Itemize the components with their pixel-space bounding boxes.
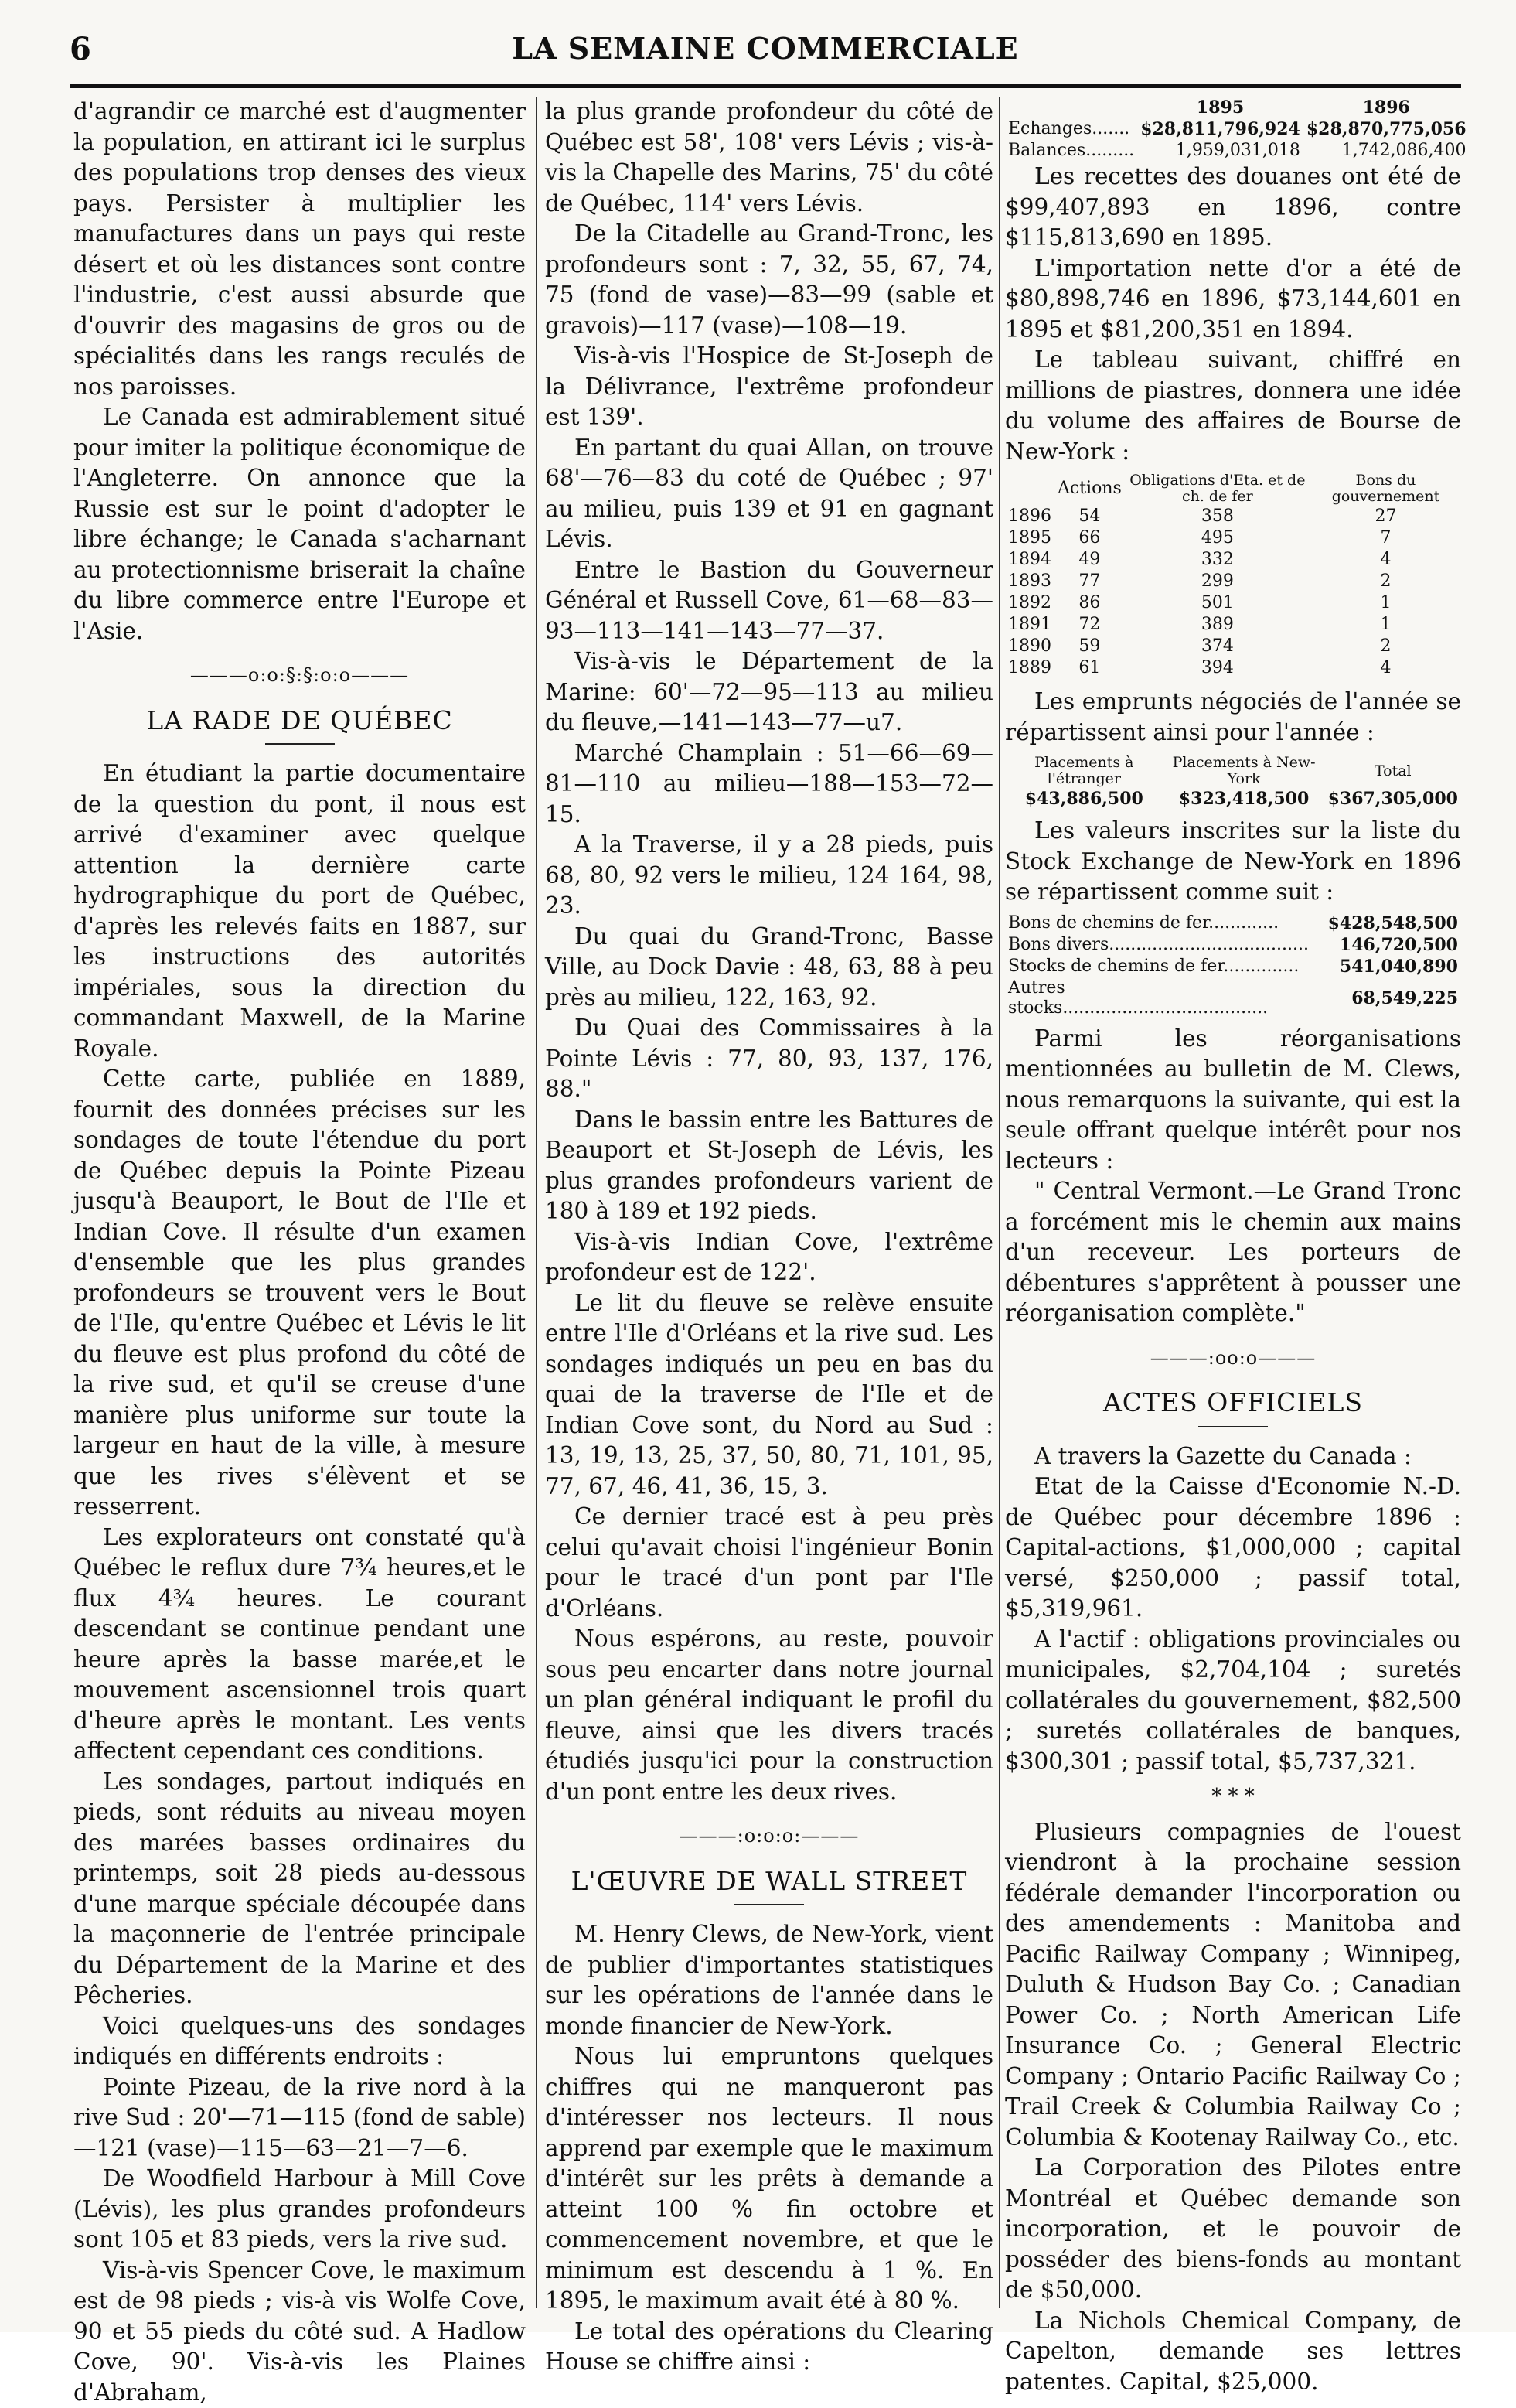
paragraph: Nous lui empruntons quelques chiffres qui ne manqueront pas d'intéresser nos lecteurs. Il nous apprend par exemple que le maximum d'intérêt sur les prêts à demande a atteint 100 % fin octobre et commencement novembre, et que le minimum est descendu à 1 %. En 1895, le maximum avait été à 80 %. [545,2041,993,2317]
table-cell: 61 [1054,657,1125,679]
column-divider [536,97,537,2308]
table-cell: Balances......... [1005,140,1137,162]
column-divider [999,97,1000,2308]
table-row [1005,956,1461,977]
clearing-house-table [1005,97,1470,162]
table-row [1005,592,1461,614]
paragraph: Voici quelques-uns des sondages indiqués en différents endroits : [73,2011,526,2072]
table-cell: 72 [1054,614,1125,636]
table-cell: 1894 [1005,549,1054,571]
table-cell: 1892 [1005,592,1054,614]
paragraph: Plusieurs compagnies de l'ouest viendront à la prochaine session fédérale demander l'incorporation ou des amendements : Manitoba and Pacific Railway Company ; Winnipeg, Duluth & Hudson Bay Co. ; Canadian Power Co. ; North American Life Insurance Co. ; General Electric Company ; Ontario Pacific Railway Co ; Trail Creek & Columbia Railway Co ; Columbia & Kootenay Railway Co., etc. [1005,1817,1461,2154]
column-3 [1005,97,1461,2397]
table-cell: 77 [1054,571,1125,592]
table-cell: 1 [1310,592,1461,614]
table-header: Actions [1054,472,1125,506]
header-rule [70,84,1461,88]
table-header: 1896 [1303,97,1470,118]
table-cell: $367,305,000 [1325,788,1461,810]
column-2 [545,97,993,2378]
paragraph: L'importation nette d'or a été de $80,898,746 en 1896, $73,144,601 en 1895 et $81,200,351 en 1894. [1005,254,1461,346]
table-cell: 1896 [1005,506,1054,527]
table-cell: 374 [1125,636,1310,657]
table-header: Total [1325,754,1461,788]
paragraph: Nous espérons, au reste, pouvoir sous peu encarter dans notre journal un plan général indiquant le profil du fleuve, ainsi que les divers tracés étudiés jusqu'ici pour la construction d'un pont entre les deux rives. [545,1624,993,1807]
table-cell: 501 [1125,592,1310,614]
table-cell: 27 [1310,506,1461,527]
table-row [1005,506,1461,527]
table-cell: 68,549,225 [1325,977,1461,1019]
column-1 [73,97,526,2408]
page-number: 6 [70,31,91,67]
heading-rule [1198,1426,1268,1427]
paragraph: Etat de la Caisse d'Economie N.-D. de Québec pour décembre 1896 : Capital-actions, $1,000,000 ; capital versé, $250,000 ; passif total, $5,319,961. [1005,1472,1461,1625]
table-cell: 146,720,500 [1325,934,1461,956]
table-cell: 4 [1310,657,1461,679]
paragraph: Les emprunts négociés de l'année se répartissent ainsi pour l'année : [1005,687,1461,748]
table-header: Placements à l'étranger [1005,754,1163,788]
paragraph: Les valeurs inscrites sur la liste du Stock Exchange de New-York en 1896 se répartissent comme suit : [1005,816,1461,908]
table-cell: $428,548,500 [1325,912,1461,934]
table-cell: $323,418,500 [1163,788,1325,810]
paragraph: Cette carte, publiée en 1889, fournit des données précises sur les sondages de toute l'étendue du port de Québec depuis la Pointe Pizeau jusqu'à Beauport, le Bout de l'Ile et Indian Cove. Il résulte d'un examen d'ensemble que les plus grandes profondeurs se trouvent vers le Bout de l'Ile, qu'entre Québec et Lévis le lit du fleuve est plus profond du côté de la rive sud, et qu'il se creuse d'une manière plus uniforme sur toute la largeur en haut de la ville, à mesure que les rives s'élèvent et se resserrent. [73,1064,526,1523]
section-separator: ———:o:o:o:——— [545,1821,993,1852]
table-cell: Bons de chemins de fer............. [1005,912,1325,934]
table-cell: 59 [1054,636,1125,657]
table-cell: 358 [1125,506,1310,527]
table-cell: 2 [1310,636,1461,657]
table-row [1005,657,1461,679]
table-cell: 1,742,086,400 [1303,140,1470,162]
table-cell: 7 [1310,527,1461,549]
paragraph: Vis-à-vis le Département de la Marine: 60'—72—95—113 au milieu du fleuve,—141—143—77—u7. [545,646,993,738]
paragraph: De Woodfield Harbour à Mill Cove (Lévis), les plus grandes profondeurs sont 105 et 83 pieds, vers la rive sud. [73,2164,526,2256]
table-cell: 495 [1125,527,1310,549]
paragraph: M. Henry Clews, de New-York, vient de publier d'importantes statistiques sur les opérations de l'année dans le monde financier de New-York. [545,1919,993,2041]
table-cell: 299 [1125,571,1310,592]
table-cell: 1893 [1005,571,1054,592]
paragraph: En étudiant la partie documentaire de la question du pont, il nous est arrivé d'examiner avec quelque attention la dernière carte hydrographique du port de Québec, d'après les relevés faits en 1887, sur les instructions des autorités impériales, sous la direction du commandant Maxwell, de la Marine Royale. [73,759,526,1064]
table-cell: 1889 [1005,657,1054,679]
paragraph: Le total des opérations du Clearing House se chiffre ainsi : [545,2317,993,2378]
paragraph: " Central Vermont.—Le Grand Tronc a forcément mis le chemin aux mains d'un receveur. Les porteurs de débentures s'apprêtent à pousser une réorganisation complète." [1005,1176,1461,1329]
table-cell: 394 [1125,657,1310,679]
heading-rule [265,743,335,745]
paragraph: Entre le Bastion du Gouverneur Général et Russell Cove, 61—68—83—93—113—141—143—77—37. [545,555,993,647]
table-row [1005,912,1461,934]
table-cell: $43,886,500 [1005,788,1163,810]
table-row [1005,549,1461,571]
table-cell: Stocks de chemins de fer.............. [1005,956,1325,977]
stock-exchange-table [1005,912,1461,1019]
paragraph: Vis-à-vis Spencer Cove, le maximum est de 98 pieds ; vis-à vis Wolfe Cove, 90 et 55 pieds du côté sud. A Hadlow Cove, 90'. Vis-à-vis les Plaines d'Abraham, [73,2256,526,2408]
table-header [1005,472,1054,506]
table-row [1005,977,1461,1019]
section-heading: ACTES OFFICIELS [1005,1387,1461,1418]
paragraph: Marché Champlain : 51—66—69—81—110 au milieu—188—153—72—15. [545,738,993,831]
asterism: * * * [1005,1782,1461,1813]
paragraph: Du quai du Grand-Tronc, Basse Ville, au Dock Davie : 48, 63, 88 à peu près au milieu, 122, 163, 92. [545,922,993,1014]
table-header: Placements à New-York [1163,754,1325,788]
paragraph: Les sondages, partout indiqués en pieds, sont réduits au niveau moyen des marées basses ordinaires du printemps, soit 28 pieds au-dessous d'une marque spéciale découpée dans la maçonnerie de l'entrée principale du Département de la Marine et des Pêcheries. [73,1767,526,2011]
paragraph: La Corporation des Pilotes entre Montréal et Québec demande son incorporation, et le pouvoir de posséder des biens-fonds au montant de $50,000. [1005,2153,1461,2306]
table-row [1005,788,1461,810]
paragraph: Le tableau suivant, chiffré en millions de piastres, donnera une idée du volume des affaires de Bourse de New-York : [1005,345,1461,467]
heading-rule [734,1904,804,1905]
table-cell: 49 [1054,549,1125,571]
paragraph: Les explorateurs ont constaté qu'à Québec le reflux dure 7¾ heures,et le flux 4¾ heures. Le courant descendant se continue pendant une heure après la basse marée,et le mouvement ascensionnel trois quart d'heure après le montant. Les vents affectent cependant ces conditions. [73,1523,526,1767]
paragraph: la plus grande profondeur du côté de Québec est 58', 108' vers Lévis ; vis-à-vis la Chapelle des Marins, 75' du côté de Québec, 114' vers Lévis. [545,97,993,219]
paragraph: Ce dernier tracé est à peu près celui qu'avait choisi l'ingénieur Bonin pour le tracé d'un pont par l'Ile d'Orléans. [545,1502,993,1624]
table-row [1005,118,1470,140]
section-heading: LA RADE DE QUÉBEC [73,705,526,736]
paragraph: Les recettes des douanes ont été de $99,407,893 en 1896, contre $115,813,690 en 1895. [1005,162,1461,254]
table-cell: 4 [1310,549,1461,571]
table-cell: Echanges....... [1005,118,1137,140]
table-row [1005,140,1470,162]
paragraph: Le lit du fleuve se relève ensuite entre l'Ile d'Orléans et la rive sud. Les sondages indiqués un peu en bas du quai de la traverse de l'Ile et de Indian Cove sont, du Nord au Sud : 13, 19, 13, 25, 37, 50, 80, 71, 101, 95, 77, 67, 46, 41, 36, 15, 3. [545,1288,993,1502]
table-cell: 86 [1054,592,1125,614]
page-header [70,31,1461,77]
table-cell: 54 [1054,506,1125,527]
section-separator: ———:oo:o——— [1005,1343,1461,1374]
table-row [1005,527,1461,549]
table-cell: Bons divers..................................... [1005,934,1325,956]
section-separator: ———o:o:§:§:o:o——— [73,660,526,691]
table-cell: Autres stocks...................................... [1005,977,1325,1019]
paragraph: Le Canada est admirablement situé pour imiter la politique économique de l'Angleterre. On annonce que la Russie est sur le point d'adopter le libre échange; le Canada s'acharnant au protectionnisme briserait la chaîne du libre commerce entre l'Europe et l'Asie. [73,402,526,646]
table-header: Obligations d'Eta. et de ch. de fer [1125,472,1310,506]
table-cell: 1 [1310,614,1461,636]
paragraph: Parmi les réorganisations mentionnées au bulletin de M. Clews, nous remarquons la suivante, qui est la seule offrant quelque intérêt pour nos lecteurs : [1005,1024,1461,1177]
paragraph: De la Citadelle au Grand-Tronc, les profondeurs sont : 7, 32, 55, 67, 74, 75 (fond de vase)—83—99 (sable et gravois)—117 (vase)—108—19. [545,219,993,341]
paragraph: d'agrandir ce marché est d'augmenter la population, en attirant ici le surplus des populations trop denses des vieux pays. Persister à multiplier les manufactures dans un pays qui reste désert et où les distances sont contre l'industrie, c'est aussi absurde que d'ouvrir des magasins de gros ou de spécialités dans les rangs reculés de nos paroisses. [73,97,526,402]
table-cell: 66 [1054,527,1125,549]
paragraph: En partant du quai Allan, on trouve 68'—76—83 du coté de Québec ; 97' au milieu, puis 139 et 91 en gagnant Lévis. [545,433,993,555]
paragraph: Dans le bassin entre les Battures de Beauport et St-Joseph de Lévis, les plus grandes profondeurs varient de 180 à 189 et 192 pieds. [545,1105,993,1227]
table-cell: 1891 [1005,614,1054,636]
table-cell: 1,959,031,018 [1137,140,1303,162]
table-cell: 389 [1125,614,1310,636]
paragraph: A l'actif : obligations provinciales ou municipales, $2,704,104 ; suretés collatérales du gouvernement, $82,500 ; suretés collatérales de banques, $300,301 ; passif total, $5,737,321. [1005,1625,1461,1778]
paragraph: Du Quai des Commissaires à la Pointe Lévis : 77, 80, 93, 137, 176, 88." [545,1013,993,1105]
table-cell: 1890 [1005,636,1054,657]
paragraph: A la Traverse, il y a 28 pieds, puis 68, 80, 92 vers le milieu, 124 164, 98, 23. [545,830,993,922]
bourse-volume-table [1005,472,1461,679]
paragraph: Vis-à-vis l'Hospice de St-Joseph de la Délivrance, l'extrême profondeur est 139'. [545,341,993,433]
table-header: Bons du gouvernement [1310,472,1461,506]
masthead-title: LA SEMAINE COMMERCIALE [70,31,1461,66]
table-cell: 541,040,890 [1325,956,1461,977]
table-cell: 332 [1125,549,1310,571]
table-row [1005,934,1461,956]
table-cell: 1895 [1005,527,1054,549]
table-row [1005,636,1461,657]
table-header: 1895 [1137,97,1303,118]
paragraph: A travers la Gazette du Canada : [1005,1441,1461,1472]
paragraph: La Nichols Chemical Company, de Capelton, demande ses lettres patentes. Capital, $25,000. [1005,2306,1461,2398]
table-cell: $28,870,775,056 [1303,118,1470,140]
section-heading: L'ŒUVRE DE WALL STREET [545,1866,993,1897]
paragraph: Pointe Pizeau, de la rive nord à la rive Sud : 20'—71—115 (fond de sable)—121 (vase)—115—63—21—7—6. [73,2072,526,2164]
table-cell: 2 [1310,571,1461,592]
table-row [1005,571,1461,592]
table-row [1005,614,1461,636]
table-cell: $28,811,796,924 [1137,118,1303,140]
paragraph: Vis-à-vis Indian Cove, l'extrême profondeur est de 122'. [545,1227,993,1288]
emprunts-table [1005,754,1461,810]
